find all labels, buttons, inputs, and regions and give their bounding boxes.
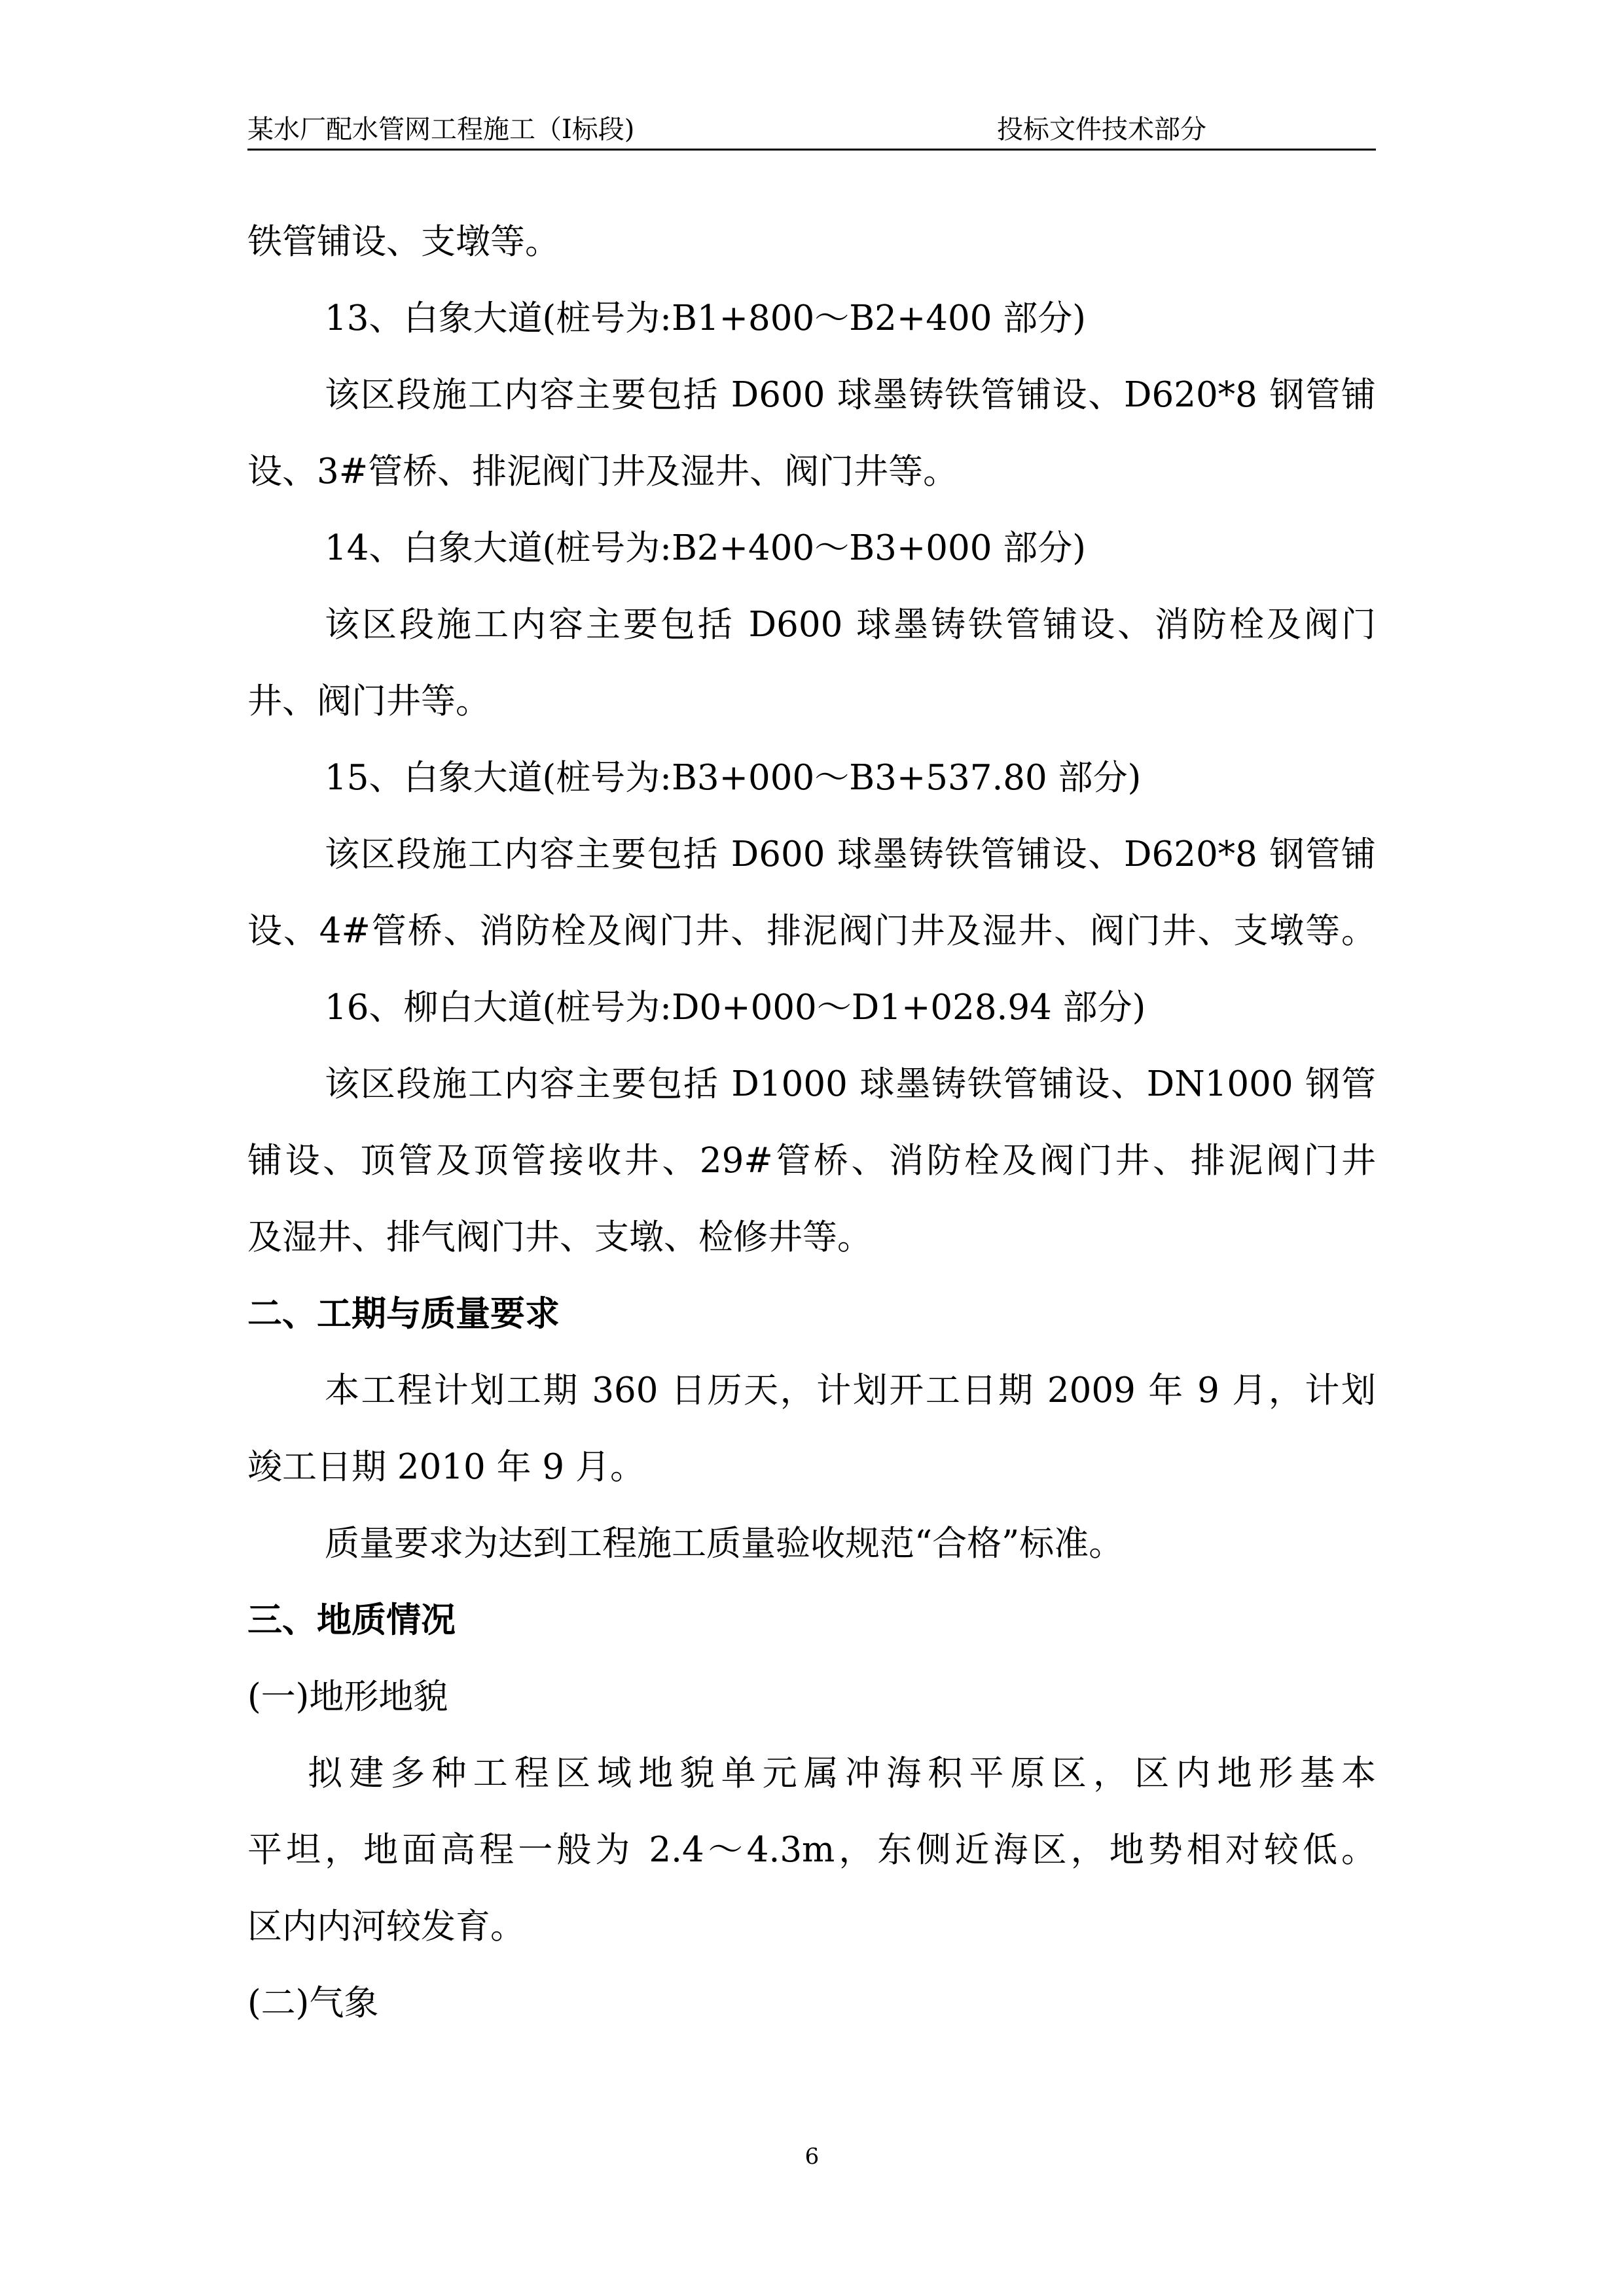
subsection-heading-weather: (二)气象: [247, 1983, 379, 2023]
item-heading-15: 15、白象大道(桩号为:B3+000～B3+537.80 部分): [325, 758, 1142, 798]
body-line: 竣工日期 2010 年 9 月。: [247, 1447, 645, 1487]
body-line: 该区段施工内容主要包括 D600 球墨铸铁管铺设、D620*8 钢管铺: [325, 834, 1376, 874]
body-line: 设、4#管桥、消防栓及阀门井、排泥阀门井及湿井、阀门井、支墩等。: [247, 911, 1376, 951]
body-line: 质量要求为达到工程施工质量验收规范“合格”标准。: [325, 1524, 1124, 1564]
item-heading-13: 13、白象大道(桩号为:B1+800～B2+400 部分): [325, 298, 1086, 338]
section-heading-geology: 三、地质情况: [247, 1600, 456, 1640]
body-line: 铁管铺设、支墩等。: [247, 222, 560, 262]
body-line: 拟建多种工程区域地貌单元属冲海积平原区，区内地形基本: [308, 1753, 1376, 1793]
body-line: 该区段施工内容主要包括 D1000 球墨铸铁管铺设、DN1000 钢管: [325, 1064, 1376, 1104]
header-project-title: 某水厂配水管网工程施工（Ⅰ标段): [247, 115, 635, 145]
body-line: 该区段施工内容主要包括 D600 球墨铸铁管铺设、消防栓及阀门: [325, 605, 1376, 645]
page-header: [247, 110, 1376, 149]
header-section-title: 投标文件技术部分: [997, 115, 1206, 145]
body-line: 本工程计划工期 360 日历天，计划开工日期 2009 年 9 月，计划: [325, 1371, 1376, 1410]
body-line: 平坦，地面高程一般为 2.4～4.3m，东侧近海区，地势相对较低。: [247, 1830, 1376, 1870]
body-line: 区内内河较发育。: [247, 1907, 525, 1946]
body-line: 设、3#管桥、排泥阀门井及湿井、阀门井等。: [247, 452, 958, 492]
body-line: 及湿井、排气阀门井、支墩、检修井等。: [247, 1217, 872, 1257]
section-heading-schedule-quality: 二、工期与质量要求: [247, 1294, 560, 1334]
item-heading-16: 16、柳白大道(桩号为:D0+000～D1+028.94 部分): [325, 988, 1146, 1028]
body-line: 该区段施工内容主要包括 D600 球墨铸铁管铺设、D620*8 钢管铺: [325, 375, 1376, 415]
item-heading-14: 14、白象大道(桩号为:B2+400～B3+000 部分): [325, 528, 1086, 568]
header-rule: [247, 149, 1376, 151]
page-number: 6: [804, 2144, 820, 2170]
subsection-heading-terrain: (一)地形地貌: [247, 1677, 448, 1717]
body-line: 铺设、顶管及顶管接收井、29#管桥、消防栓及阀门井、排泥阀门井: [247, 1141, 1376, 1181]
body-line: 井、阀门井等。: [247, 681, 490, 721]
